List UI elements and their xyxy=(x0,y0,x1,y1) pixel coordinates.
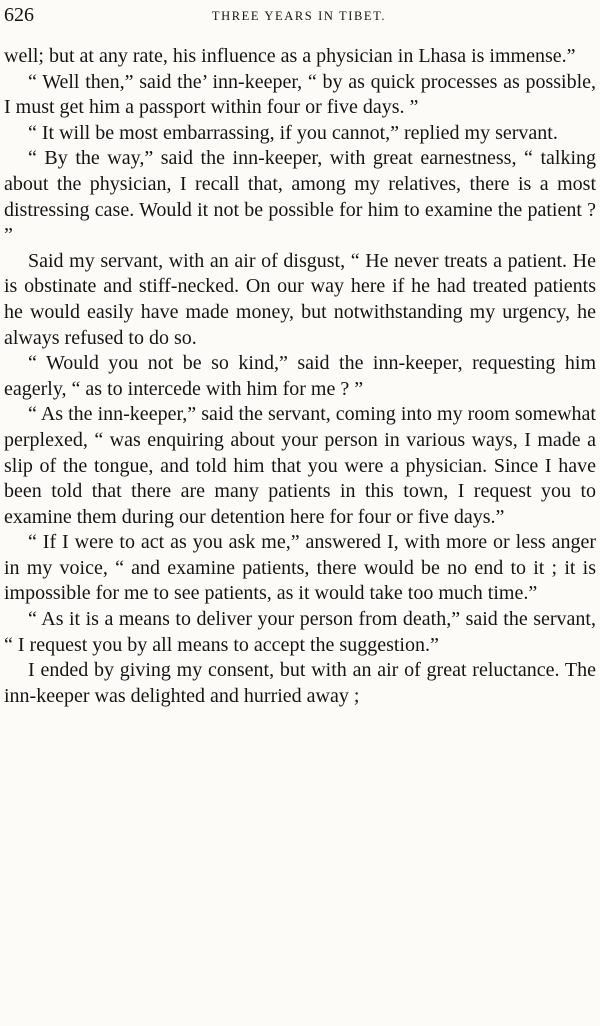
paragraph: “ If I were to act as you ask me,” answered I, with more or less anger in my voice, “ and examine patients, there would be no end to it ; it is impossible for me to see patients, as it would take too much time.” xyxy=(4,531,596,605)
paragraph: “ By the way,” said the inn-keeper, with great earnestness, “ talking about the physician, I recall that, among my relatives, there is a most distressing case. Would it not be possible for him to examine the patient ? ” xyxy=(4,147,596,247)
page-number: 626 xyxy=(4,4,34,26)
paragraph: “ As it is a means to deliver your person from death,” said the servant, “ I request you by all means to accept the suggestion.” xyxy=(4,608,596,656)
paragraph: “ As the inn-keeper,” said the servant, coming into my room somewhat perplexed, “ was enquiring about your person in various ways, I made a slip of the tongue, and told him that you were a physician. Since I have been told that there are many patients in this town, I request you to examine them during our detention here for four or five days.” xyxy=(4,403,596,528)
paragraph: I ended by giving my consent, but with an air of great reluctance. The inn-keeper was delighted and hurried away ; xyxy=(4,659,596,707)
paragraph: Said my servant, with an air of disgust, “ He never treats a patient. He is obstinate and stiff-necked. On our way here if he had treated patients he would easily have made money, but notwithstanding my urgency, he always refused to do so. xyxy=(4,249,596,349)
paragraph: “ It will be most embarrassing, if you cannot,” replied my servant. xyxy=(28,121,558,144)
body-text xyxy=(4,44,596,709)
paragraph: well; but at any rate, his influence as a physician in Lhasa is immense.” xyxy=(4,45,576,67)
page-header xyxy=(4,2,594,28)
running-head: THREE YEARS IN TIBET. xyxy=(211,9,387,23)
paragraph: “ Well then,” said the’ inn-keeper, “ by as quick processes as possible, I must get him a passport within four or five days. ” xyxy=(4,70,596,119)
paragraph: “ Would you not be so kind,” said the inn-keeper, requesting him eagerly, “ as to intercede with him for me ? ” xyxy=(4,352,596,400)
